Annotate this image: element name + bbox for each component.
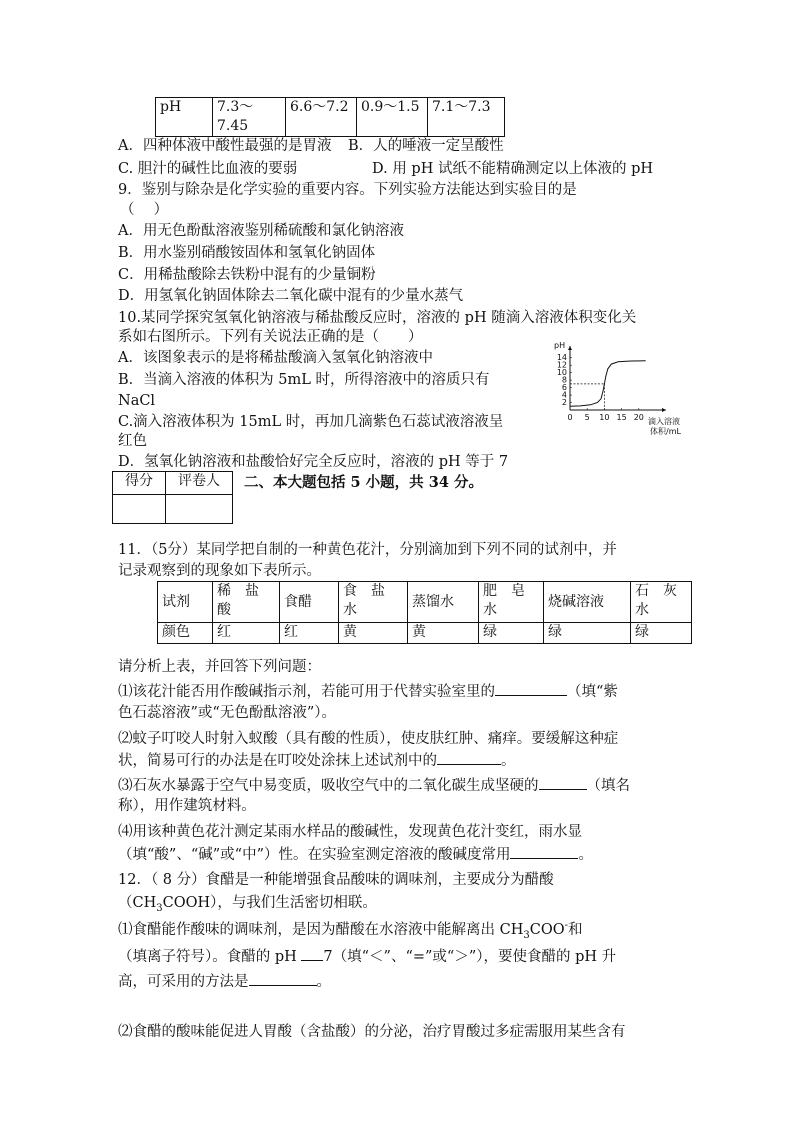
reagent-cell-text: 肥 皂 <box>483 583 525 599</box>
color-cell: 黄 <box>408 623 479 644</box>
q12-part1-line3 <box>118 971 331 992</box>
reagent-cell <box>158 582 213 623</box>
reagent-cell-text: 试剂 <box>162 593 190 610</box>
q11-part1-text: ⑴该花汁能否用作酸碱指示剂，若能可用于代替实验室里的 <box>118 684 495 700</box>
score-box <box>112 471 233 524</box>
section-2-title: 二、本大题包括 5 小题，共 34 分。 <box>244 474 483 491</box>
reagent-cell-text: 蒸馏水 <box>412 593 454 610</box>
q11-part1-line2: 色石蕊溶液”或“无色酚酞溶液”）。 <box>118 705 336 721</box>
reagent-row <box>158 582 692 623</box>
q12-part1-line1 <box>118 920 583 940</box>
q9-option-a: A．用无色酚酞溶液鉴别稀硫酸和氯化钠溶液 <box>118 223 404 239</box>
reagent-cell <box>408 582 479 623</box>
chart-y-tick-label: 4 <box>561 390 567 400</box>
chart-y-tick-label: 8 <box>561 375 567 385</box>
q11-part2-line1: ⑵蚊子叮咬人时射入蚁酸（具有酸的性质），使皮肤红肿、痛痒。要缓解这种症 <box>118 731 619 747</box>
chart-y-arrow <box>568 346 572 350</box>
answer-blank[interactable] <box>510 844 578 859</box>
chart-x-tick-label: 15 <box>616 413 627 422</box>
q12-part1-ion: COO <box>529 922 565 938</box>
q12-stem-line2 <box>118 893 377 913</box>
color-cell: 绿 <box>544 623 631 644</box>
ph-table-row <box>156 98 505 137</box>
chart-x-arrow <box>662 408 666 412</box>
q11-observation-table <box>157 581 692 644</box>
ph-titration-chart <box>548 338 698 438</box>
grader-cell[interactable] <box>166 495 233 524</box>
reagent-cell <box>479 582 544 623</box>
color-row <box>158 623 692 644</box>
reagent-cell-text: 食醋 <box>284 593 312 610</box>
chart-x-tick-label: 0 <box>567 413 573 422</box>
q11-part3-text: ⑶石灰水暴露于空气中易变质，吸收空气中的二氧化碳生成坚硬的 <box>118 778 539 794</box>
q10-option-d: D．氢氧化钠溶液和盐酸恰好完全反应时，溶液的 pH 等于 7 <box>118 454 509 470</box>
color-cell: 黄 <box>339 623 408 644</box>
q8-option-b: B．人的唾液一定呈酸性 <box>348 138 504 154</box>
q8-option-d: D. 用 pH 试纸不能精确测定以上体液的 pH <box>372 161 654 177</box>
q10-stem-line2: 系如右图所示。下列有关说法正确的是（ ） <box>118 329 423 345</box>
q12-part1-end: 。 <box>316 974 331 990</box>
q9-option-c: C．用稀盐酸除去铁粉中混有的少量铜粉 <box>118 267 376 283</box>
q11-part3-line2: 称），用作建筑材料。 <box>118 798 256 814</box>
q11-part4-line2 <box>118 844 593 865</box>
chart-y-tick-label: 14 <box>556 353 567 363</box>
q11-part3-text-b: （填名 <box>586 778 630 794</box>
chart-x-tick-label: 5 <box>584 413 590 422</box>
q11-part2-text: 状，简易可行的办法是在叮咬处涂抹上述试剂中的 <box>118 753 437 769</box>
q12-part1-sub: 3 <box>523 929 530 941</box>
ph-cell: pH <box>156 98 213 137</box>
chart-ylabel: pH <box>554 341 566 350</box>
q10-option-b-line2: NaCl <box>118 393 156 409</box>
chart-axes <box>568 346 666 412</box>
reagent-cell-text: 水 <box>635 602 649 618</box>
ph-cell: 7.3～7.45 <box>213 98 286 137</box>
q12-part1-text-g: 7（填“＜”、“=”或“＞”），要使食醋的 pH 升 <box>323 949 617 965</box>
q8-option-c: C. 胆汁的碱性比血液的要弱 <box>118 161 298 177</box>
chart-y-tick-label: 10 <box>556 368 567 378</box>
q12-stem-line1: 12．（ 8 分）食醋是一种能增强食品酸味的调味剂，主要成分为醋酸 <box>118 872 554 888</box>
answer-blank[interactable] <box>539 775 587 790</box>
color-cell: 红 <box>213 623 280 644</box>
reagent-cell-text: 烧碱溶液 <box>548 593 604 610</box>
q9-option-d: D．用氢氧化钠固体除去二氧化碳中混有的少量水蒸气 <box>118 288 464 304</box>
score-cell[interactable] <box>113 495 166 524</box>
ph-cell: 6.6～7.2 <box>286 98 357 137</box>
color-cell: 红 <box>280 623 339 644</box>
q11-part4-end: 。 <box>578 847 593 863</box>
answer-blank[interactable] <box>249 971 317 986</box>
q12-part1-line2 <box>118 946 616 967</box>
chart-x-tick-label: 10 <box>599 413 610 422</box>
q10-option-c-line2: 红色 <box>118 433 147 449</box>
q10-option-b-line1: B．当滴入溶液的体积为 5mL 时，所得溶液中的溶质只有 <box>118 372 490 388</box>
q11-stem-line1: 11．（5分）某同学把自制的一种黄色花汁，分别滴加到下列不同的试剂中，并 <box>118 542 617 558</box>
reagent-cell-text: 酸 <box>217 602 231 618</box>
reagent-cell <box>339 582 408 623</box>
q12-part1-text-h: 高，可采用的方法是 <box>118 974 249 990</box>
q9-answer-paren: （ ） <box>120 202 169 218</box>
reagent-cell-text: 水 <box>483 602 497 618</box>
reagent-cell-text: 食 盐 <box>343 583 385 599</box>
color-cell: 颜色 <box>158 623 213 644</box>
q12-formula-sub: 3 <box>156 902 163 914</box>
reagent-cell-text: 稀 盐 <box>217 583 259 599</box>
ph-cell: 7.1～7.3 <box>428 98 505 137</box>
chart-y-tick-label: 12 <box>556 360 567 370</box>
q9-option-b: B．用水鉴别硝酸铵固体和氢氧化钠固体 <box>118 245 376 261</box>
q11-part3-line1 <box>118 775 630 796</box>
q12-part1-and: 和 <box>568 922 583 938</box>
q12-part1-text: ⑴食醋能作酸味的调味剂，是因为醋酸在水溶液中能解离出 CH <box>118 922 524 938</box>
q11-stem-line2: 记录观察到的现象如下表所示。 <box>118 563 321 579</box>
answer-blank[interactable] <box>437 750 501 765</box>
q12-part1-text-f: （填离子符号）。食醋的 pH <box>118 949 302 965</box>
q12-part1-sup: - <box>564 920 568 932</box>
q9-stem: 9．鉴别与除杂是化学实验的重要内容。下列实验方法能达到实验目的是 <box>118 182 577 198</box>
q11-part4-text: （填“酸”、“碱”或“中”）性。在实验室测定溶液的酸碱度常用 <box>118 847 511 863</box>
reagent-cell <box>544 582 631 623</box>
q11-part1-text-b: （填“紫 <box>567 684 618 700</box>
answer-blank[interactable] <box>301 946 323 961</box>
q11-part1-line1 <box>118 681 618 702</box>
chart-xlabel-line1: 滴入溶液 <box>648 417 680 426</box>
q11-intro: 请分析上表，并回答下列问题： <box>118 659 321 675</box>
answer-blank[interactable] <box>495 681 567 696</box>
q12-formula-a: （CH <box>118 895 157 911</box>
grader-label: 评卷人 <box>166 472 233 495</box>
color-cell: 绿 <box>631 623 692 644</box>
reagent-cell-text: 石 灰 <box>635 583 677 599</box>
reagent-cell <box>280 582 339 623</box>
q8-option-a: A．四种体液中酸性最强的是胃液 <box>118 138 332 154</box>
color-cell: 绿 <box>479 623 544 644</box>
chart-x-tick-label: 20 <box>633 413 644 422</box>
chart-series-line <box>570 361 646 407</box>
q11-part2-line2 <box>118 750 516 771</box>
q12-formula-c: COOH），与我们生活密切相联。 <box>162 895 377 911</box>
reagent-cell <box>213 582 280 623</box>
ph-cell: 0.9～1.5 <box>357 98 428 137</box>
q10-option-a: A．该图象表示的是将稀盐酸滴入氢氧化钠溶液中 <box>118 350 433 366</box>
q12-part2-line1: ⑵食醋的酸味能促进人胃酸（含盐酸）的分泌，治疗胃酸过多症需服用某些含有 <box>118 1024 626 1040</box>
ph-table <box>155 97 505 137</box>
q11-part4-line1: ⑷用该种黄色花汁测定某雨水样品的酸碱性，发现黄色花汁变红，雨水显 <box>118 824 582 840</box>
reagent-cell-text: 水 <box>343 602 357 618</box>
chart-y-tick-label: 6 <box>561 383 567 393</box>
chart-xlabel-line2: 体积/mL <box>650 427 681 436</box>
q10-option-c-line1: C.滴入溶液体积为 15mL 时，再加几滴紫色石蕊试液溶液呈 <box>118 414 504 430</box>
reagent-cell <box>631 582 692 623</box>
score-label: 得分 <box>113 472 166 495</box>
q10-stem-line1: 10.某同学探究氢氧化钠溶液与稀盐酸反应时，溶液的 pH 随滴入溶液体积变化关 <box>118 310 637 326</box>
chart-y-tick-label: 2 <box>561 398 567 408</box>
q11-part2-end: 。 <box>501 753 516 769</box>
